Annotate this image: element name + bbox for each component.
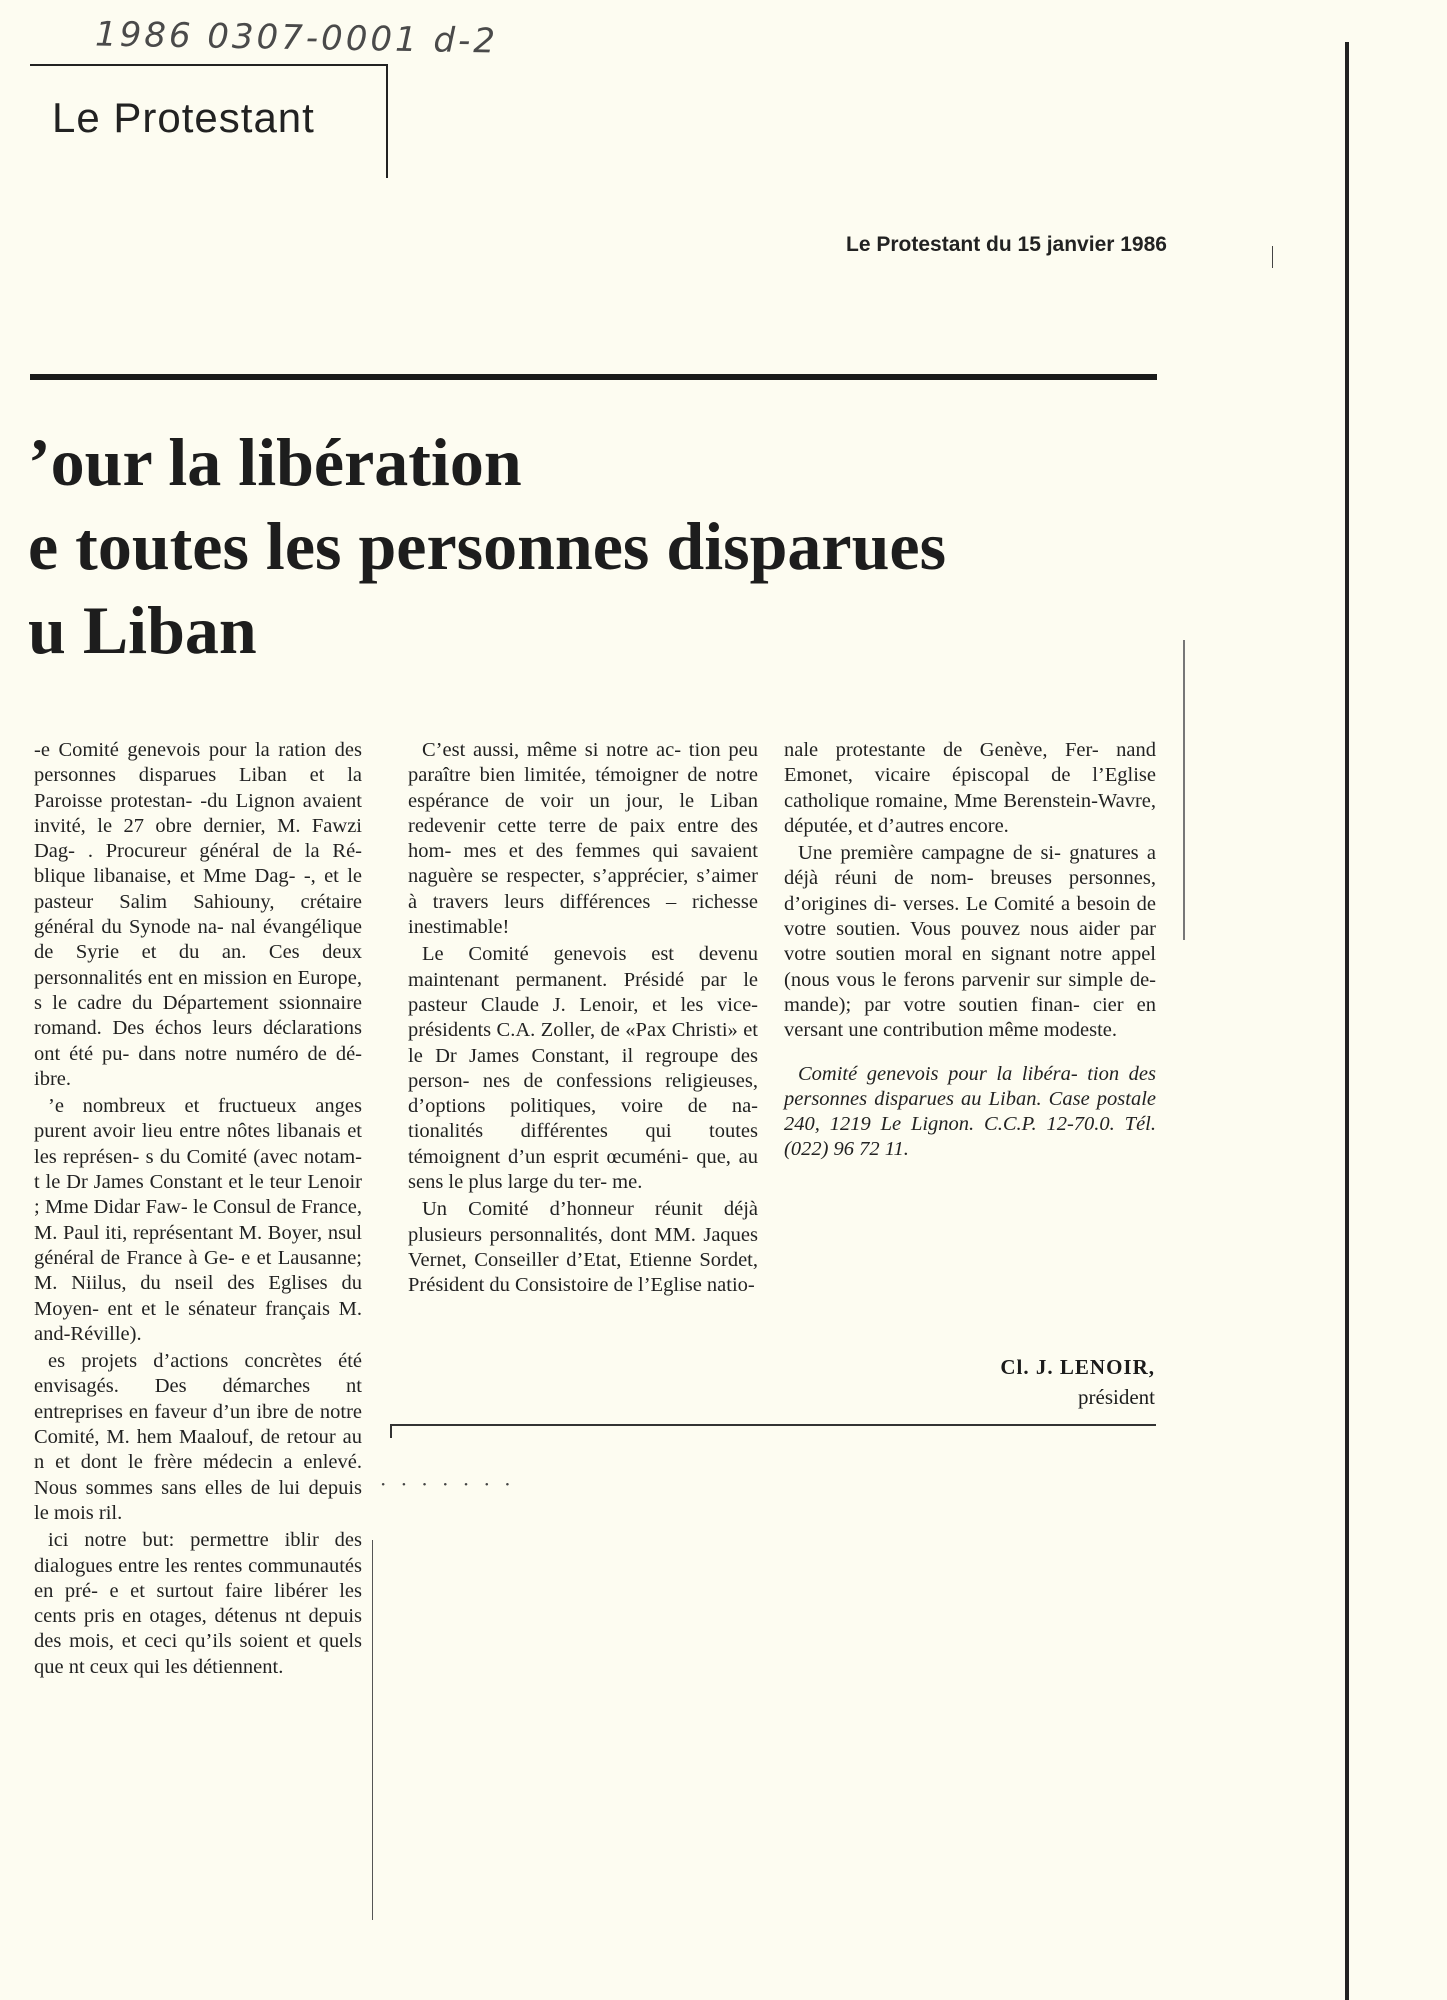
headline-line-3: u Liban [28, 592, 257, 668]
col1-paragraph-3: es projets d’actions concrètes été envisagés. Des démarches nt entreprises en faveur d’un ibre de notre Comité, M. hem Maalouf, de retour au n et dont le frère médecin a enlevé. Nous sommes sans elles de lui depuis le mois ril. [34, 1350, 362, 1524]
headline [28, 420, 1158, 672]
right-margin-mark [1183, 640, 1185, 940]
col3-paragraph-1: nale protestante de Genève, Fer- nand Emonet, vicaire épiscopal de l’Eglise catholique romaine, Mme Berenstein-Wavre, députée, et d’autres encore. [784, 739, 1156, 837]
dateline-tick [1272, 246, 1273, 268]
column-separator [372, 1540, 373, 1920]
page-edge-line [1345, 42, 1349, 2000]
publication-label: Le Protestant [52, 94, 315, 141]
col2-paragraph-1: C’est aussi, même si notre ac- tion peu paraître bien limitée, témoigner de notre espérance de voir un jour, le Liban redevenir cette terre de paix entre des hom- mes et des femmes qui savaient naguère se respecter, s’apprécier, s’aimer à travers leurs différences – richesse inestimable! [408, 739, 758, 939]
col1-paragraph-4: ici notre but: permettre iblir des dialogues entre les rentes communautés en pré- e et surtout faire libérer les cents pris en otages, détenus nt depuis des mois, et ceci qu’ils soient et quels que nt ceux qui les détiennent. [34, 1529, 362, 1678]
article-column-3 [784, 738, 1156, 1165]
col1-paragraph-2: ’e nombreux et fructueux anges purent avoir lieu entre nôtes libanais et les représen- s du Comité (avec notam- t le Dr James Constant et le teur Lenoir ; Mme Didar Faw- le Consul de France, M. Paul iti, représentant M. Boyer, nsul général de France à Ge- e et Lausanne; M. Niilus, du nseil des Eglises du Moyen- ent et le sénateur français M. and-Réville). [34, 1095, 362, 1345]
committee-address: Comité genevois pour la libéra- tion des personnes disparues au Liban. Case postale 240, 1219 Le Lignon. C.C.P. 12-70.0. Tél. (022) 96 72 11. [784, 1062, 1156, 1161]
dateline: Le Protestant du 15 janvier 1986 [846, 233, 1167, 256]
headline-line-1: ’our la libération [28, 424, 522, 500]
signature-name: Cl. J. LENOIR, [1000, 1355, 1155, 1379]
dotted-mark: · · · · · · · [380, 1472, 515, 1496]
signature-block [960, 1352, 1155, 1412]
headline-line-2: e toutes les personnes disparues [28, 508, 947, 584]
col2-paragraph-3: Un Comité d’honneur réunit déjà plusieurs personnalités, dont MM. Jaques Vernet, Conseiller d’Etat, Etienne Sordet, Président du Consistoire de l’Eglise natio- [408, 1198, 758, 1297]
col3-paragraph-2: Une première campagne de si- gnatures a déjà réuni de nom- breuses personnes, d’origines di- verses. Le Comité a besoin de votre soutien. Vous pouvez nous aider par votre soutien moral en signant notre appel (nous vous le ferons parvenir sur simple de- mande); par votre soutien finan- cier en versant une contribution même modeste. [784, 842, 1156, 1042]
top-rule [30, 374, 1157, 380]
signature-title: président [1078, 1385, 1155, 1409]
article-column-2 [408, 738, 758, 1301]
col1-paragraph-1: ‐e Comité genevois pour la ration des personnes disparues Liban et la Paroisse protestan- ‐du Lignon avaient invité, le 27 obre dernier, M. Fawzi Dag- . Procureur général de la Ré- blique libanaise, et Mme Dag- ‐, et le pasteur Salim Sahiouny, crétaire général du Synode na- nal évangélique de Syrie et du an. Ces deux personnalités ent en mission en Europe, s le cadre du Département ssionnaire romand. Des échos leurs déclarations ont été pu- dans notre numéro de dé- ibre. [34, 739, 362, 1090]
handwritten-reference: 1986 0307-0001 d-2 [94, 14, 499, 62]
bottom-rule [390, 1424, 1156, 1426]
article-column-1 [34, 738, 362, 1682]
bottom-rule-tick [390, 1424, 392, 1438]
col2-paragraph-2: Le Comité genevois est devenu maintenant permanent. Présidé par le pasteur Claude J. Lenoir, et les vice-présidents C.A. Zoller, de «Pax Christi» et le Dr James Constant, il regroupe des person- nes de confessions religieuses, d’options politiques, voire de na- tionalités différentes qui toutes témoignent d’un esprit œcuméni- que, au sens le plus large du ter- me. [408, 943, 758, 1194]
